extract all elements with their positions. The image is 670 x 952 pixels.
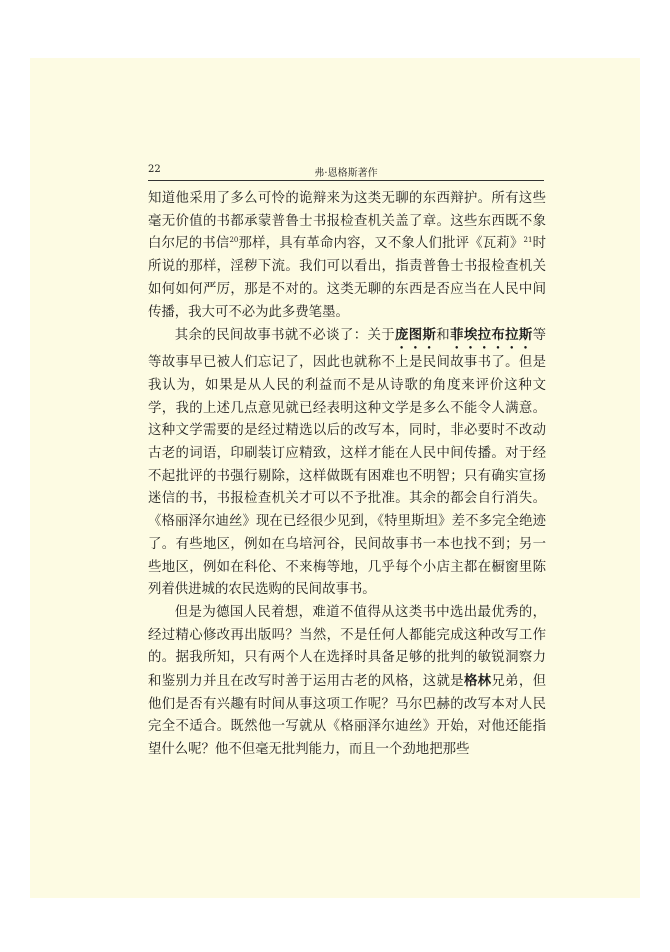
emphasized-name: 菲埃拉布拉斯 [450,327,533,344]
emphasized-name: 庞图斯 [395,327,437,344]
text-run: 和 [436,328,451,344]
paragraph [148,188,546,324]
text-run: 那样，具有革命内容，又不象人们批评《瓦莉》 [238,236,524,252]
footnote-ref: 21 [523,236,533,245]
text-run: 其余的民间故事书就不必谈了：关于 [174,328,395,344]
text-run: 但是为德国人民着想，难道不值得从这类书中选出最优秀的，经过精心修改再出版吗？当然，不是任何人都能完成这种改写工作的。据我所知，只有两个人在选择时具备足够的批判的敏锐洞察力和鉴别力并且在改写时善于运用古老的风格，这就是 [148,604,546,690]
paragraph [148,602,546,762]
emphasized-name: 格林 [463,673,492,690]
text-run: 知道他采用了多么可怜的诡辩来为这类无聊的东西辩护。所有这些毫无价值的书都承蒙普鲁士书报检查机关盖了章。这些东西既不象白尔尼的书信 [148,191,546,252]
body-text [148,188,546,762]
page-number: 22 [148,164,161,175]
text-run: 等等故事早已被人们忘记了，因此也就称不上是民间故事书了。但是我认为，如果是从人民的利益而不是从诗歌的角度来评价这种文学，我的上述几点意见就已经表明这种文学是多么不能令人满意。这种文学需要的是经过精选以后的改写本，同时，非必要时不改动古老的词语，印刷装订应精致，这样才能在人民中间传播。对于经不起批评的书强行剔除，这样做既有困难也不明智；只有确实宣扬迷信的书，书报检查机关才可以不予批准。其余的都会自行消失。《格丽泽尔迪丝》现在已经很少见到，《特里斯坦》差不多完全绝迹了。有些地区，例如在乌培河谷，民间故事书一本也找不到；另一些地区，例如在科伦、不来梅等地，几乎每个小店主都在橱窗里陈列着供进城的农民选购的民间故事书。 [148,328,547,598]
page-header [148,162,544,181]
running-title: 弗·恩格斯著作 [314,168,378,179]
text-run: 兄弟，但他们是否有兴趣有时间从事这项工作呢？马尔巴赫的改写本对人民完全不适合。既然他一写就从《格丽泽尔迪丝》开始，对他还能指望什么呢？他不但毫无批判能力，而且一个劲地把那些 [148,674,547,758]
footnote-ref: 20 [229,236,239,245]
text-run: 时所说的那样，淫秽下流。我们可以看出，指责普鲁士书报检查机关如何如何严厉，那是不对的。这类无聊的东西是否应当在人民中间传播，我大可不必为此多费笔墨。 [148,236,547,320]
paragraph [148,324,546,602]
